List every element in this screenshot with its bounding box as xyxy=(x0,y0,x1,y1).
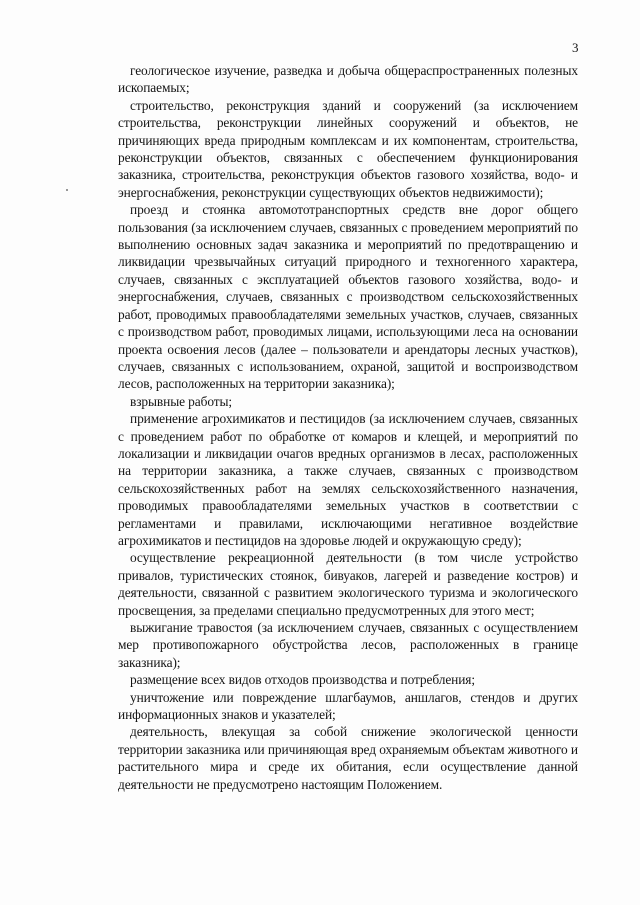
paragraph-ecological-damage: деятельность, влекущая за собой снижение экологической ценности территории заказника или причиняющая вред охраняемым объектам животного и растительного мира и среде их обитания, если осуществление данной деятельности не предусмотрено настоящим Положением. xyxy=(118,724,578,792)
document-body xyxy=(118,62,578,793)
paragraph-recreation: осуществление рекреационной деятельности (в том числе устройство привалов, туристических стоянок, бивуаков, лагерей и разведение костров) и деятельности, связанной с развитием экологического туризма и экологического просвещения, за пределами специально предусмотренных для этого мест; xyxy=(118,550,578,618)
paragraph-grass-burning: выжигание травостоя (за исключением случаев, связанных с осуществлением мер противопожарного обустройства лесов, расположенных в границе заказника); xyxy=(118,620,578,670)
paragraph-agrochemicals: применение агрохимикатов и пестицидов (за исключением случаев, связанных с проведением работ по обработке от комаров и клещей, и мероприятий по локализации и ликвидации очагов вредных организмов в лесах, расположенных на территории заказника, а также случаев, связанных с производством сельскохозяйственных работ на землях сельскохозяйственного назначения, проводимых правообладателями земельных участков в соответствии с регламентами и правилами, исключающими негативное воздействие агрохимикатов и пестицидов на здоровье людей и окружающую среду); xyxy=(118,411,578,548)
paragraph-waste-disposal: размещение всех видов отходов производства и потребления; xyxy=(130,672,475,688)
paragraph-vehicle-traffic: проезд и стоянка автомототранспортных средств вне дорог общего пользования (за исключением случаев, связанных с проведением мероприятий по выполнению основных задач заказника и мероприятий по предотвращению и ликвидации чрезвычайных ситуаций природного и техногенного характера, случаев, связанных с эксплуатацией объектов газового хозяйства, водо- и энергоснабжения, случаев, связанных с производством сельскохозяйственных работ, проводимых правообладателями земельных участков, случаев, связанных с производством работ, проводимых лицами, использующими леса на основании проекта освоения лесов (далее – пользователи и арендаторы лесных участков), случаев, связанных с использованием, охраной, защитой и воспроизводством лесов, расположенных на территории заказника); xyxy=(118,202,578,392)
paragraph-sign-damage: уничтожение или повреждение шлагбаумов, аншлагов, стендов и других информационных знаков и указателей; xyxy=(118,689,578,723)
scan-speck xyxy=(66,189,68,191)
paragraph-construction: строительство, реконструкция зданий и сооружений (за исключением строительства, реконструкции линейных сооружений и объектов, не причиняющих вреда природным комплексам и их компонентам, строительства, реконструкции объектов, связанных с обеспечением функционирования заказника, строительства, реконструкция объектов газового хозяйства, водо- и энергоснабжения, реконструкции существующих объектов недвижимости); xyxy=(118,97,578,200)
paragraph-blasting: взрывные работы; xyxy=(130,393,233,409)
page-number: 3 xyxy=(572,40,579,55)
paragraph-geological-survey: геологическое изучение, разведка и добыча общераспространенных полезных ископаемых; xyxy=(118,63,578,96)
